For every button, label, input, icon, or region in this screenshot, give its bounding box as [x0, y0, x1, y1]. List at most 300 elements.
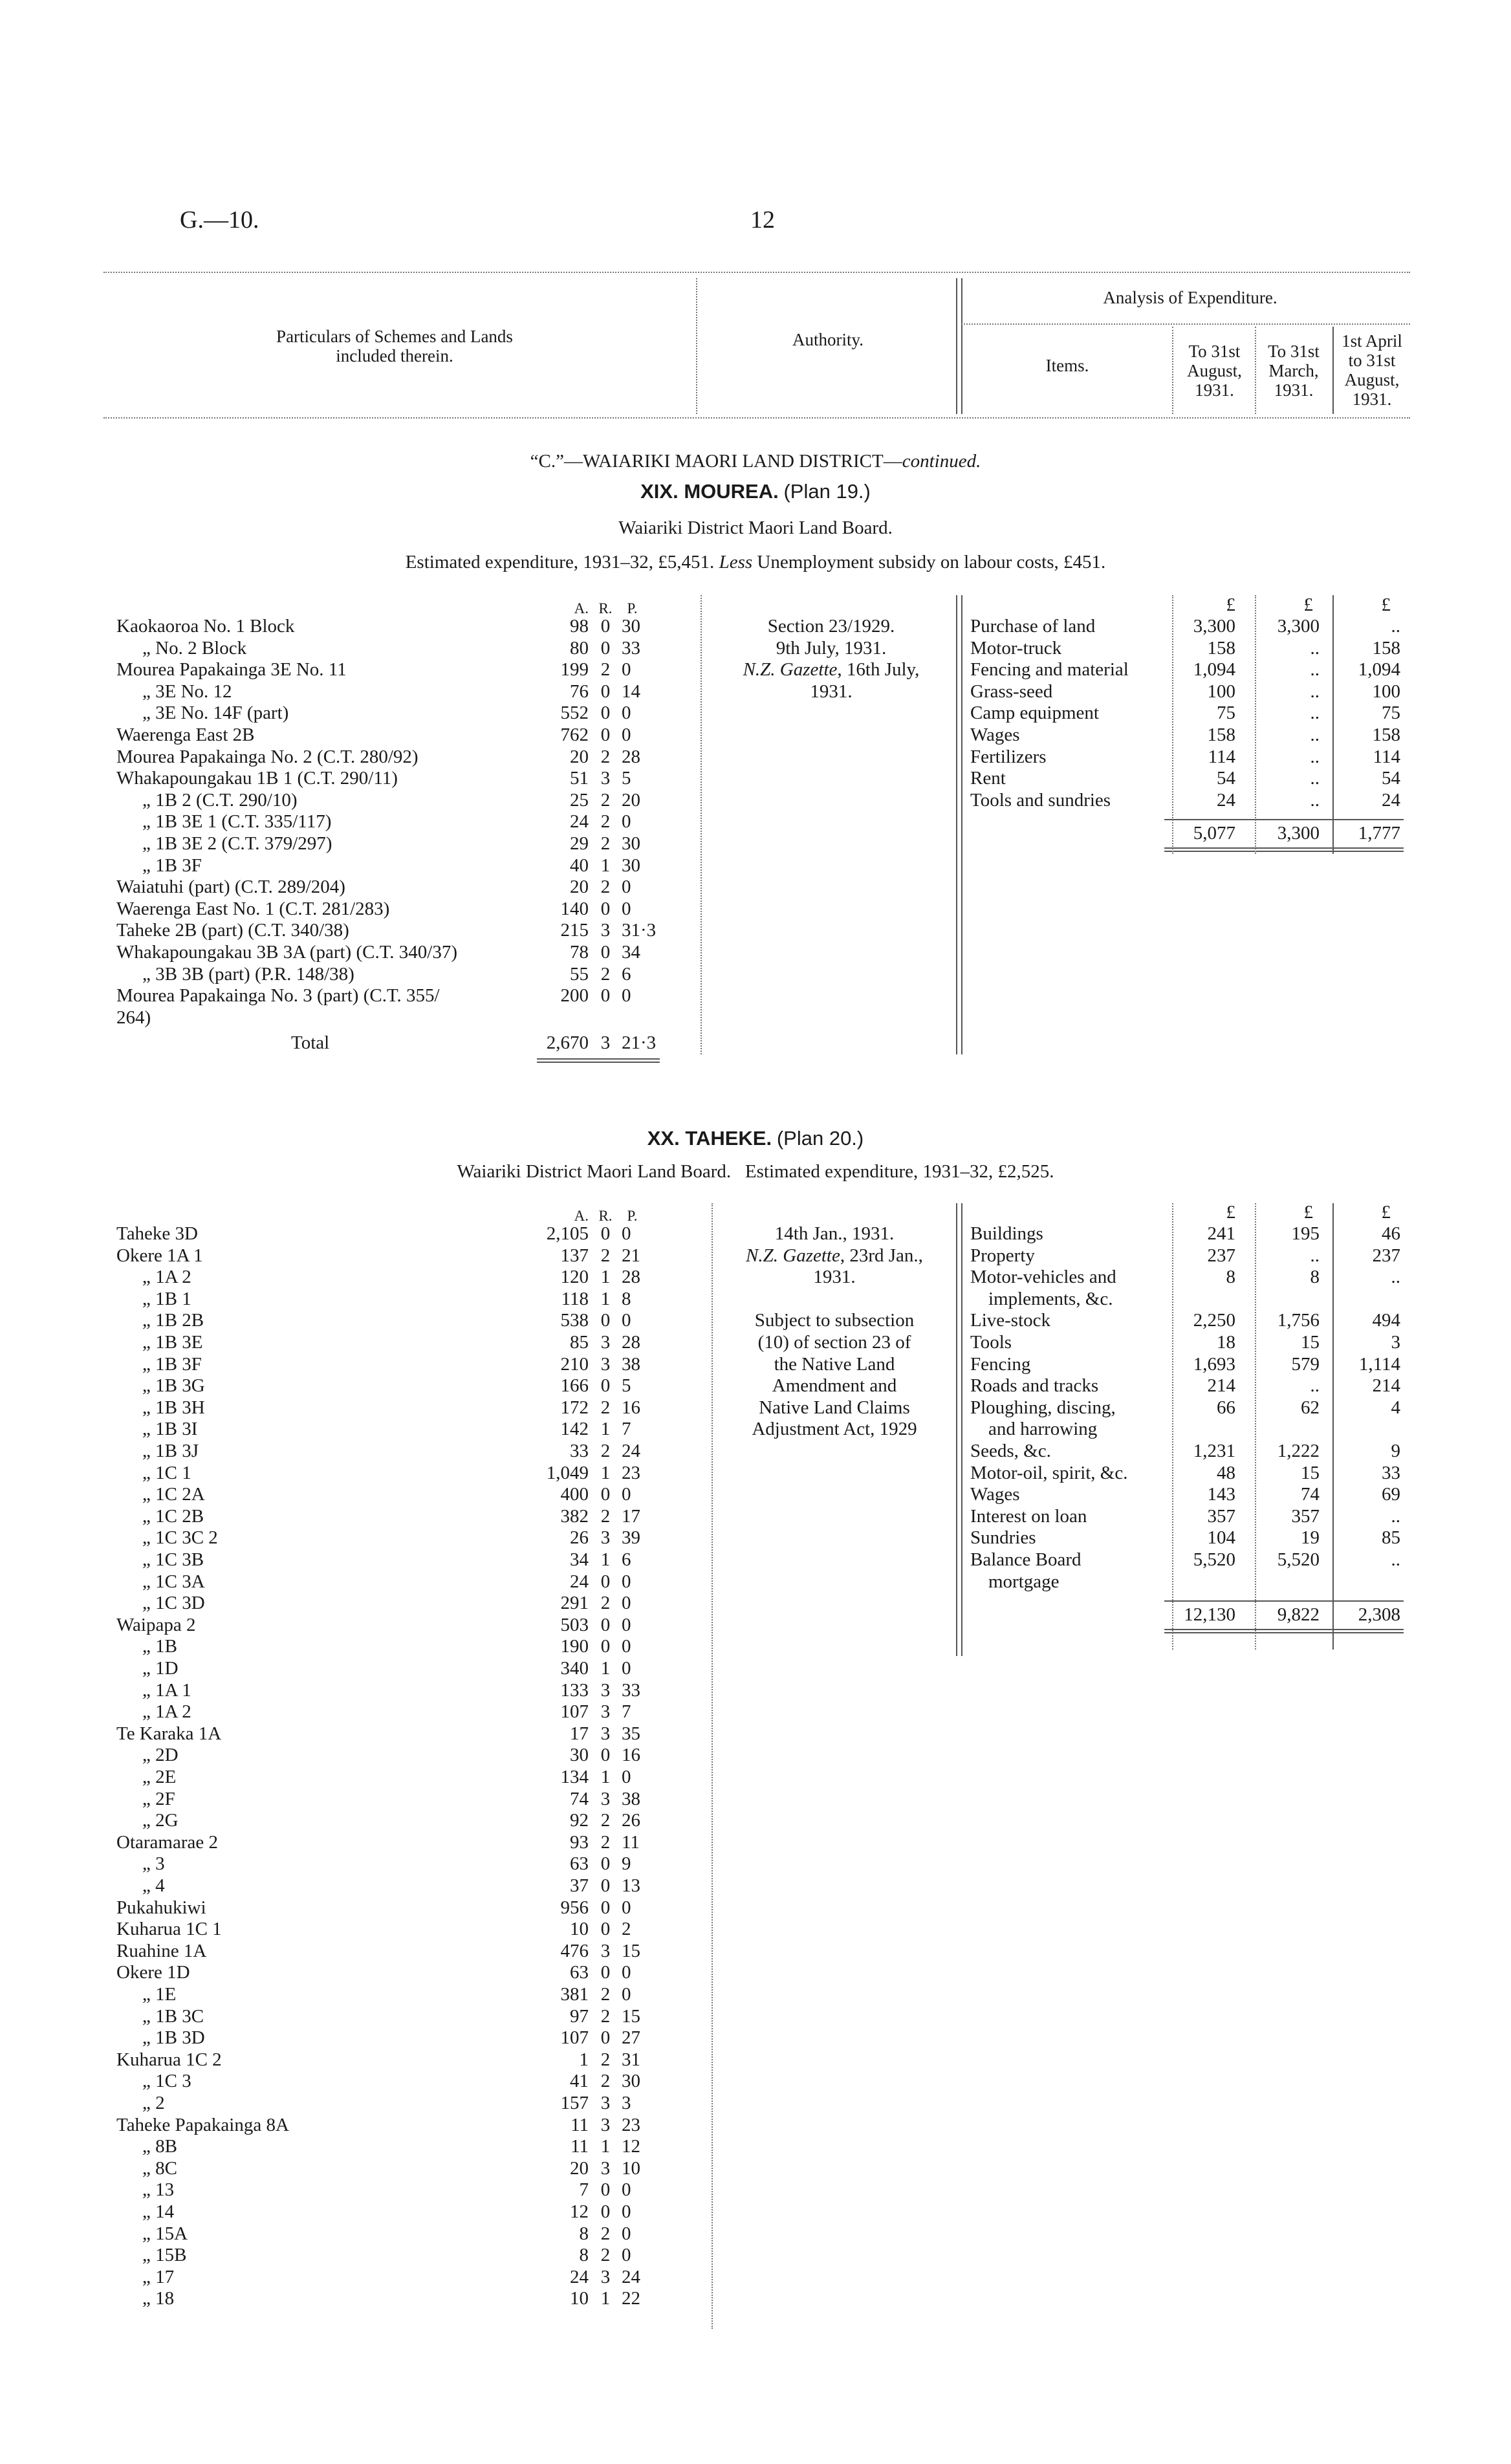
land-perches: 33 [622, 1679, 640, 1701]
land-perches: 6 [622, 1549, 631, 1570]
land-acres: 76 [570, 681, 589, 702]
mourea-lands-divider [701, 595, 702, 1054]
land-perches: 0 [622, 2245, 631, 2266]
land-name: „ 14 [142, 2201, 175, 2222]
land-name: „ 15A [142, 2223, 188, 2244]
item-c1: 1,094 [1193, 659, 1235, 681]
land-acres: 120 [560, 1267, 589, 1288]
item-c1: 357 [1207, 1505, 1235, 1527]
header-authority: Authority. [792, 330, 864, 349]
land-acres: 11 [571, 2114, 589, 2135]
land-acres: 1,049 [546, 1462, 589, 1483]
item-c2: 15 [1301, 1462, 1320, 1483]
item-row [970, 681, 1410, 703]
item-c3: 494 [1372, 1310, 1400, 1331]
item-c1: 104 [1207, 1527, 1235, 1549]
land-perches: 11 [622, 1831, 640, 1853]
header-bottom-rule [103, 417, 1410, 419]
mourea-items-divider-a [956, 595, 957, 1054]
land-acres: 215 [560, 920, 589, 941]
items-total-row [970, 823, 1410, 845]
land-name: „ 1B 3H [142, 1397, 205, 1418]
land-name: Taheke 2B (part) (C.T. 340/38) [116, 920, 349, 941]
item-row [970, 1245, 1410, 1267]
land-total-roods: 3 [600, 1032, 611, 1054]
land-perches: 17 [622, 1505, 640, 1527]
item-c1: 54 [1217, 768, 1235, 789]
header-divider-5 [1332, 327, 1334, 414]
item-c3: .. [1391, 616, 1400, 637]
land-row [116, 1484, 699, 1506]
land-perches: 16 [622, 1397, 640, 1418]
taheke-title: XX. TAHEKE. [647, 1127, 772, 1150]
land-row [116, 1223, 699, 1245]
item-row [970, 1354, 1410, 1376]
land-roods: 3 [600, 1701, 611, 1723]
land-roods: 2 [600, 1810, 611, 1831]
land-name: Mourea Papakainga 3E No. 11 [116, 659, 347, 681]
land-row [116, 1962, 699, 1984]
currency-c1: £ [1226, 594, 1235, 615]
land-name: „ 2 [142, 2093, 165, 2113]
land-name: „ 1B 3I [142, 1419, 198, 1440]
item-c2: .. [1310, 768, 1320, 789]
authority-text: Subject to subsection [754, 1310, 915, 1331]
land-roods: 2 [600, 963, 611, 985]
header-top-rule [103, 272, 1410, 273]
land-perches: 23 [622, 1462, 640, 1483]
land-perches: 0 [622, 1310, 631, 1331]
land-row [116, 2136, 699, 2158]
land-roods: 3 [600, 1788, 611, 1809]
land-roods: 2 [600, 789, 611, 811]
item-c3: 100 [1372, 681, 1400, 702]
land-acres: 40 [570, 855, 589, 876]
item-c2: .. [1310, 703, 1320, 724]
land-perches: 5 [622, 768, 631, 789]
land-row [116, 2223, 699, 2245]
land-row [116, 2071, 699, 2093]
land-perches: 0 [622, 1962, 631, 1983]
land-name: Otaramarae 2 [116, 1831, 218, 1853]
item-c2: .. [1310, 681, 1320, 702]
header-divider-3 [1172, 327, 1173, 414]
land-roods: 2 [600, 1593, 611, 1614]
item-name: Buildings [970, 1223, 1043, 1244]
land-name: „ 1C 3A [142, 1571, 205, 1592]
land-roods: 2 [600, 2223, 611, 2244]
item-c2: 195 [1291, 1223, 1320, 1244]
land-perches: 0 [622, 1767, 631, 1787]
land-name: „ 17 [142, 2266, 175, 2287]
authority-line [712, 638, 951, 660]
land-row [116, 2288, 699, 2310]
land-perches: 14 [622, 681, 640, 702]
land-perches: 30 [622, 833, 640, 854]
gazette-label: N.Z. Gazette [746, 1245, 840, 1266]
land-row [116, 1789, 699, 1811]
land-acres: 55 [570, 963, 589, 985]
header-divider-4 [1255, 327, 1256, 414]
land-acres: 142 [560, 1419, 589, 1440]
land-acres: 20 [570, 2157, 589, 2179]
item-c1: 158 [1207, 725, 1235, 745]
land-roods: 3 [600, 2114, 611, 2135]
land-row [116, 1853, 699, 1875]
authority-text: Adjustment Act, 1929 [752, 1419, 917, 1440]
land-row [116, 985, 699, 1007]
item-name: Seeds, &c. [970, 1441, 1051, 1461]
land-perches: 0 [622, 1636, 631, 1657]
land-acres: 93 [570, 1831, 589, 1853]
land-roods: 1 [600, 1267, 611, 1288]
land-roods: 2 [600, 2245, 611, 2266]
land-roods: 0 [600, 2201, 611, 2222]
land-name: „ 1B 3E 1 (C.T. 335/117) [142, 811, 332, 833]
authority-text: N.Z. Gazette, 23rd Jan., [746, 1245, 923, 1266]
land-row [116, 1767, 699, 1789]
authority-line [718, 1267, 951, 1289]
land-perches: 6 [622, 963, 631, 985]
land-roods: 2 [600, 833, 611, 854]
item-row [970, 1441, 1410, 1463]
taheke-authority [718, 1223, 951, 1482]
land-name: „ 4 [142, 1875, 165, 1896]
land-row [116, 1875, 699, 1897]
land-acres: 538 [560, 1310, 589, 1331]
item-name: and harrowing [988, 1419, 1098, 1440]
land-total-label: Total [291, 1032, 330, 1054]
land-perches: 0 [622, 1897, 631, 1918]
land-roods: 2 [600, 1245, 611, 1266]
land-acres: 157 [560, 2093, 589, 2113]
land-acres: 382 [560, 1505, 589, 1527]
item-row [970, 1549, 1410, 1571]
perches-header: P. [627, 1208, 638, 1224]
item-c1: 158 [1207, 637, 1235, 659]
item-c3: 24 [1382, 789, 1400, 811]
mourea-title: XIX. MOUREA. [640, 480, 779, 503]
land-roods: 0 [600, 1897, 611, 1918]
land-row [116, 1615, 699, 1637]
roods-header: R. [598, 600, 613, 616]
land-name: Kaokaoroa No. 1 Block [116, 616, 295, 637]
authority-text: 1931. [810, 681, 853, 702]
land-perches: 30 [622, 855, 640, 876]
item-name: Motor-vehicles and [970, 1267, 1116, 1288]
item-c3: 54 [1382, 768, 1400, 789]
item-c3: 158 [1372, 725, 1400, 745]
land-row [116, 1419, 699, 1441]
authority-line [718, 1245, 951, 1267]
land-perches: 24 [622, 1441, 640, 1461]
land-perches: 0 [622, 877, 631, 898]
land-name: „ 1B 3E [142, 1332, 203, 1353]
land-roods: 1 [600, 855, 611, 876]
land-name: Taheke Papakainga 8A [116, 2114, 289, 2135]
land-row [116, 1332, 699, 1354]
land-perches: 12 [622, 2136, 640, 2157]
items-total-c2: 9,822 [1277, 1604, 1320, 1626]
land-perches: 16 [622, 1745, 640, 1766]
item-c3: 1,114 [1358, 1353, 1400, 1375]
land-name: 264) [116, 1007, 151, 1028]
authority-text: N.Z. Gazette, 16th July, [743, 659, 920, 681]
land-name: „ 2G [142, 1810, 179, 1831]
land-name: „ 1B [142, 1636, 177, 1657]
land-roods: 0 [600, 898, 611, 919]
land-row [116, 1527, 699, 1549]
land-name: „ 1E [142, 1984, 177, 2005]
land-name: „ 1B 3E 2 (C.T. 379/297) [142, 833, 332, 854]
land-name: „ 1B 3D [142, 2027, 205, 2049]
land-row [116, 1267, 699, 1289]
land-roods: 3 [600, 2157, 611, 2179]
land-roods: 0 [600, 2179, 611, 2201]
land-name: Mourea Papakainga No. 2 (C.T. 280/92) [116, 746, 419, 767]
item-c1: 2,250 [1193, 1310, 1235, 1331]
item-c1: 1,693 [1193, 1353, 1235, 1375]
item-c2: 62 [1301, 1397, 1320, 1418]
land-roods: 3 [600, 768, 611, 789]
land-row [116, 1745, 699, 1767]
authority-text: 1931. [813, 1267, 856, 1288]
taheke-lands-table [116, 1208, 699, 2336]
land-row [116, 768, 699, 790]
authority-line [718, 1397, 951, 1419]
item-c2: .. [1310, 1375, 1320, 1397]
land-acres: 24 [570, 2266, 589, 2287]
land-row [116, 1919, 699, 1941]
land-name: Okere 1D [116, 1962, 190, 1983]
item-name: Fencing [970, 1353, 1031, 1375]
item-c1: 24 [1217, 789, 1235, 811]
land-name: „ 3E No. 12 [142, 681, 232, 702]
land-row [116, 1007, 699, 1029]
item-name: Motor-oil, spirit, &c. [970, 1462, 1128, 1483]
land-row [116, 2006, 699, 2028]
land-acres: 762 [560, 725, 589, 745]
district-continued: continued. [902, 451, 981, 472]
land-roods: 3 [600, 1940, 611, 1961]
land-acres: 7 [579, 2179, 589, 2201]
land-roods: 1 [600, 2136, 611, 2157]
authority-line [718, 1419, 951, 1441]
item-c1: 18 [1217, 1332, 1235, 1353]
district-heading [0, 451, 1511, 473]
item-name: Grass-seed [970, 681, 1053, 702]
land-roods: 0 [600, 1875, 611, 1896]
authority-line [718, 1375, 951, 1397]
land-perches: 31 [622, 2049, 640, 2070]
mourea-heading [0, 480, 1511, 503]
land-row [116, 2201, 699, 2223]
land-acres: 11 [571, 2136, 589, 2157]
item-name: Camp equipment [970, 703, 1099, 724]
land-acres: 552 [560, 703, 589, 724]
land-acres: 10 [570, 1919, 589, 1940]
land-perches: 7 [622, 1419, 631, 1440]
land-perches: 0 [622, 725, 631, 745]
item-row [970, 747, 1410, 769]
item-row [970, 1463, 1410, 1485]
land-perches: 9 [622, 1853, 631, 1875]
land-acres: 140 [560, 898, 589, 919]
land-row [116, 1897, 699, 1919]
land-name: „ 1B 2 (C.T. 290/10) [142, 789, 298, 811]
item-c3: 46 [1382, 1223, 1400, 1244]
land-perches: 27 [622, 2027, 640, 2049]
analysis-rule [961, 323, 1410, 325]
land-row [116, 1549, 699, 1571]
land-roods: 0 [600, 1962, 611, 1983]
item-c3: .. [1391, 1549, 1400, 1570]
header-particulars: Particulars of Schemes and Lands included therein. [276, 327, 513, 365]
land-roods: 0 [600, 725, 611, 745]
land-name: „ 13 [142, 2179, 175, 2201]
item-name: implements, &c. [988, 1288, 1113, 1309]
authority-line [718, 1289, 951, 1311]
authority-text: Section 23/1929. [767, 616, 895, 637]
land-name: „ 2F [142, 1788, 175, 1809]
land-roods: 3 [600, 920, 611, 941]
land-acres: 26 [570, 1527, 589, 1549]
land-acres: 340 [560, 1658, 589, 1679]
land-roods: 0 [600, 1614, 611, 1635]
land-roods: 0 [600, 637, 611, 659]
land-roods: 3 [600, 1353, 611, 1375]
land-acres: 63 [570, 1962, 589, 1983]
land-row [116, 1832, 699, 1854]
land-roods: 0 [600, 942, 611, 963]
land-acres: 51 [570, 768, 589, 789]
land-row [116, 1680, 699, 1702]
mourea-board: Waiariki District Maori Land Board. [618, 518, 893, 538]
taheke-items-table [970, 1202, 1410, 1676]
land-acres: 107 [560, 1701, 589, 1723]
land-name: Okere 1A 1 [116, 1245, 203, 1266]
land-perches: 0 [622, 1614, 631, 1635]
land-acres: 8 [579, 2223, 589, 2244]
item-name: Roads and tracks [970, 1375, 1099, 1397]
land-roods: 3 [600, 1679, 611, 1701]
authority-line [712, 659, 951, 681]
land-acres: 97 [570, 2005, 589, 2027]
land-acres: 133 [560, 1679, 589, 1701]
item-c2: .. [1310, 746, 1320, 767]
item-name: Tools and sundries [970, 789, 1111, 811]
authority-text: Native Land Claims [759, 1397, 910, 1418]
land-acres: 78 [570, 942, 589, 963]
land-roods: 2 [600, 1441, 611, 1461]
land-perches: 0 [622, 898, 631, 919]
mourea-currency-header [970, 594, 1410, 616]
land-roods: 0 [600, 1853, 611, 1875]
land-roods: 3 [600, 2266, 611, 2287]
items-total-c3: 2,308 [1358, 1604, 1400, 1626]
land-roods: 1 [600, 1419, 611, 1440]
land-perches: 20 [622, 789, 640, 811]
item-name: Live-stock [970, 1310, 1051, 1331]
land-row [116, 1375, 699, 1397]
item-row [970, 703, 1410, 725]
land-name: „ 8B [142, 2136, 177, 2157]
land-row [116, 1984, 699, 2006]
land-roods: 0 [600, 1919, 611, 1940]
land-perches: 3 [622, 2093, 631, 2113]
land-acres: 24 [570, 1571, 589, 1592]
items-total-c1: 5,077 [1193, 823, 1235, 844]
land-row [116, 1810, 699, 1832]
land-acres: 30 [570, 1745, 589, 1766]
land-name: Whakapoungakau 1B 1 (C.T. 290/11) [116, 768, 398, 789]
items-total-rule [1164, 1600, 1404, 1602]
items-total-underline [1164, 1629, 1404, 1630]
land-roods: 1 [600, 1288, 611, 1309]
land-acres: 2,105 [546, 1223, 589, 1244]
item-c3: .. [1391, 1505, 1400, 1527]
land-name: „ 2D [142, 1745, 179, 1766]
land-roods: 2 [600, 1984, 611, 2005]
land-roods: 3 [600, 2093, 611, 2113]
land-perches: 0 [622, 1658, 631, 1679]
land-acres: 476 [560, 1940, 589, 1961]
land-perches: 33 [622, 637, 640, 659]
land-perches: 8 [622, 1288, 631, 1309]
item-c3: 1,094 [1358, 659, 1400, 681]
item-c2: 357 [1291, 1505, 1320, 1527]
land-roods: 2 [600, 659, 611, 681]
item-name: Ploughing, discing, [970, 1397, 1116, 1418]
land-acres: 12 [570, 2201, 589, 2222]
land-row [116, 877, 699, 899]
land-perches: 0 [622, 2179, 631, 2201]
item-row [970, 1506, 1410, 1528]
land-row [116, 920, 699, 942]
land-perches: 35 [622, 1723, 640, 1744]
land-acres: 98 [570, 616, 589, 637]
land-roods: 0 [600, 1636, 611, 1657]
land-name: „ 1D [142, 1658, 179, 1679]
land-row [116, 833, 699, 855]
land-perches: 0 [622, 703, 631, 724]
land-name: Te Karaka 1A [116, 1723, 222, 1744]
item-c2: 579 [1291, 1353, 1320, 1375]
header-divider-2 [956, 278, 957, 414]
taheke-items-divider-b [961, 1203, 962, 1656]
item-row [970, 1484, 1410, 1506]
land-name: „ 1A 2 [142, 1701, 191, 1723]
taheke-estimate-line: Waiariki District Maori Land Board. Estimated expenditure, 1931–32, £2,525. [457, 1161, 1054, 1182]
land-row [116, 616, 699, 638]
land-roods: 1 [600, 1767, 611, 1787]
item-row [970, 1397, 1410, 1419]
land-roods: 0 [600, 1375, 611, 1397]
land-acres: 381 [560, 1984, 589, 2005]
land-row [116, 1354, 699, 1376]
land-roods: 2 [600, 1505, 611, 1527]
land-acres: 85 [570, 1332, 589, 1353]
authority-text: Amendment and [772, 1375, 897, 1397]
land-total-acres: 2,670 [546, 1032, 589, 1054]
mourea-estimate: Estimated expenditure, 1931–32, £5,451. [405, 552, 715, 572]
land-name: „ 1C 3 [142, 2071, 191, 2092]
item-row [970, 1310, 1410, 1332]
gazette-label: N.Z. Gazette [743, 659, 838, 681]
item-name: mortgage [988, 1571, 1060, 1592]
land-acres: 172 [560, 1397, 589, 1418]
land-perches: 0 [622, 659, 631, 681]
